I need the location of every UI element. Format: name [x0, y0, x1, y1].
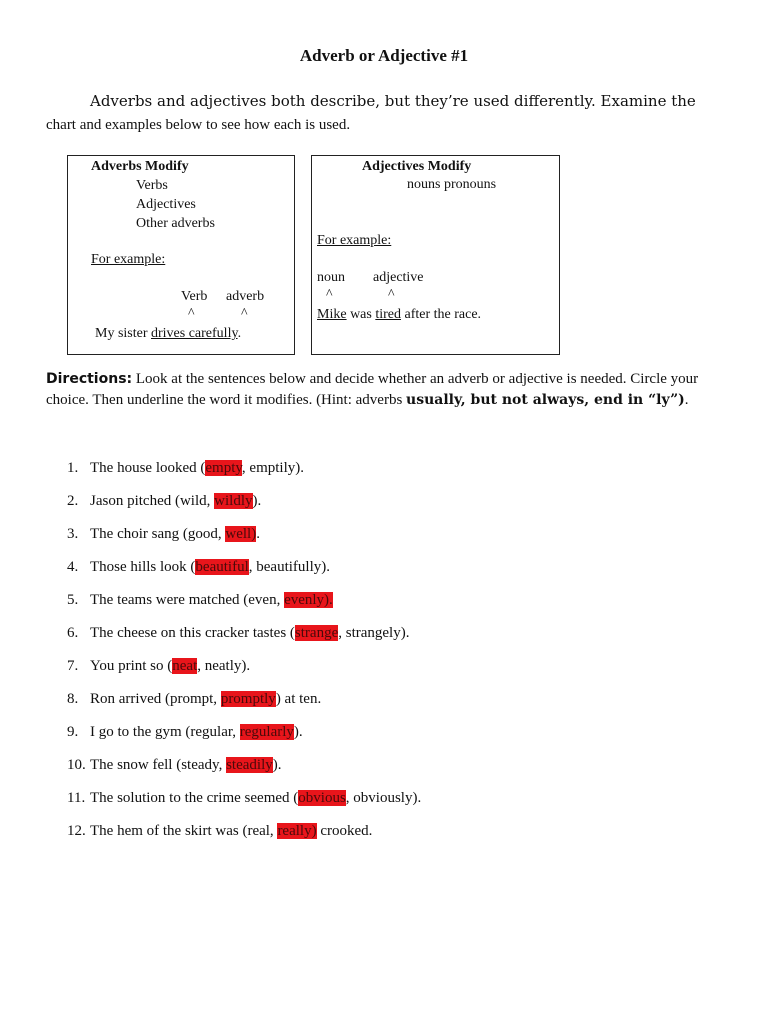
item-text: ). — [252, 493, 262, 509]
caret: ^ — [188, 306, 195, 321]
item-number: 6. — [67, 625, 79, 641]
adjective-box-heading: Adjectives Modify — [362, 159, 472, 174]
caret: ^ — [241, 306, 248, 321]
item-number: 4. — [67, 559, 79, 575]
exercise-item — [67, 754, 281, 776]
sentence-adjective: tired — [375, 307, 401, 322]
sentence-end: after the race. — [401, 307, 482, 322]
item-number: 12. — [67, 823, 86, 839]
item-text: The teams were matched (even, — [90, 592, 285, 608]
adjective-box — [311, 155, 560, 355]
item-text: , obviously). — [345, 790, 422, 806]
highlighted-answer[interactable]: steadily — [226, 757, 273, 773]
sentence-end: . — [237, 326, 242, 341]
item-number: 11. — [67, 790, 86, 806]
item-text: , strangely). — [338, 625, 410, 641]
exercise-item — [67, 556, 330, 578]
item-text: , beautifully). — [248, 559, 330, 575]
item-text: , emptily). — [241, 460, 304, 476]
highlighted-answer[interactable]: obvious — [298, 790, 346, 806]
adverb-for-example: For example: — [91, 252, 166, 267]
page-title: Adverb or Adjective #1 — [299, 46, 469, 65]
sentence-start: My sister — [95, 326, 151, 341]
item-number: 7. — [67, 658, 79, 674]
label-verb: Verb — [181, 289, 208, 304]
intro-lead: Adverbs and adjectives both describe, but they’re used differently. Examine the — [90, 92, 696, 110]
item-number: 1. — [67, 460, 79, 476]
item-text: The snow fell (steady, — [90, 757, 227, 773]
item-text: ). — [272, 757, 282, 773]
highlighted-answer[interactable]: empty — [205, 460, 242, 476]
highlighted-answer[interactable]: well) — [225, 526, 257, 542]
item-text: ). — [293, 724, 303, 740]
highlighted-answer[interactable]: strange — [294, 625, 339, 641]
adverb-box-item: Verbs — [136, 178, 168, 193]
item-text: . — [256, 526, 260, 542]
item-text: The solution to the crime seemed ( — [90, 790, 299, 806]
highlighted-answer[interactable]: promptly — [220, 691, 276, 707]
adjective-box-items: nouns pronouns — [407, 177, 497, 192]
item-number: 8. — [67, 691, 79, 707]
adjective-example-sentence — [317, 307, 481, 323]
sentence-mid: was — [346, 307, 376, 322]
item-text: The cheese on this cracker tastes ( — [90, 625, 295, 641]
sentence-underlined: drives carefully — [151, 326, 238, 341]
item-number: 3. — [67, 526, 79, 542]
adjective-for-example: For example: — [317, 233, 392, 248]
adverb-example-sentence — [95, 326, 241, 342]
item-text: You print so ( — [90, 658, 173, 674]
highlighted-answer[interactable]: really) — [277, 823, 317, 839]
exercise-item — [67, 787, 421, 809]
caret: ^ — [326, 287, 333, 302]
caret: ^ — [388, 287, 395, 302]
item-number: 2. — [67, 493, 79, 509]
exercise-item — [67, 655, 250, 677]
exercise-item — [67, 457, 304, 479]
label-adverb: adverb — [226, 289, 265, 304]
item-text: The hem of the skirt was (real, — [90, 823, 278, 839]
label-adjective: adjective — [373, 270, 424, 285]
sentence-noun: Mike — [317, 307, 347, 322]
item-text: Those hills look ( — [90, 559, 196, 575]
adverb-box-item: Other adverbs — [136, 216, 215, 231]
directions-end: . — [684, 392, 689, 408]
item-text: ) at ten. — [275, 691, 322, 707]
exercise-item — [67, 721, 303, 743]
item-number: 9. — [67, 724, 79, 740]
item-text: crooked. — [316, 823, 373, 839]
label-noun: noun — [317, 270, 345, 285]
directions-paragraph — [46, 369, 736, 411]
adverb-box-item: Adjectives — [136, 197, 196, 212]
item-text: I go to the gym (regular, — [90, 724, 240, 740]
exercise-item — [67, 589, 333, 611]
item-text: The choir sang (good, — [90, 526, 226, 542]
exercise-item — [67, 523, 260, 545]
highlighted-answer[interactable]: evenly). — [284, 592, 333, 608]
item-text: , neatly). — [197, 658, 251, 674]
intro-rest: chart and examples below to see how each is used. — [46, 117, 351, 133]
exercise-item — [67, 490, 261, 512]
directions-text: Look at the sentences below and decide whether an adverb or adjective is needed. Circle your choice. Then underline the word it modifies. (Hint: adverbs — [46, 371, 699, 408]
directions-label: Directions: — [46, 371, 133, 387]
directions-hint-bold: usually, but not always, end in “ly”) — [406, 392, 685, 408]
highlighted-answer[interactable]: regularly — [239, 724, 294, 740]
highlighted-answer[interactable]: wildly — [214, 493, 253, 509]
highlighted-answer[interactable]: neat — [172, 658, 198, 674]
adverb-box-heading: Adverbs Modify — [91, 159, 189, 174]
adverb-box — [67, 155, 295, 355]
item-text: Jason pitched (wild, — [90, 493, 215, 509]
item-number: 10. — [67, 757, 86, 773]
item-number: 5. — [67, 592, 79, 608]
intro-paragraph — [46, 90, 726, 137]
exercise-item — [67, 688, 321, 710]
exercise-item — [67, 820, 372, 842]
exercise-item — [67, 622, 409, 644]
item-text: Ron arrived (prompt, — [90, 691, 221, 707]
highlighted-answer[interactable]: beautiful — [195, 559, 249, 575]
item-text: The house looked ( — [90, 460, 206, 476]
